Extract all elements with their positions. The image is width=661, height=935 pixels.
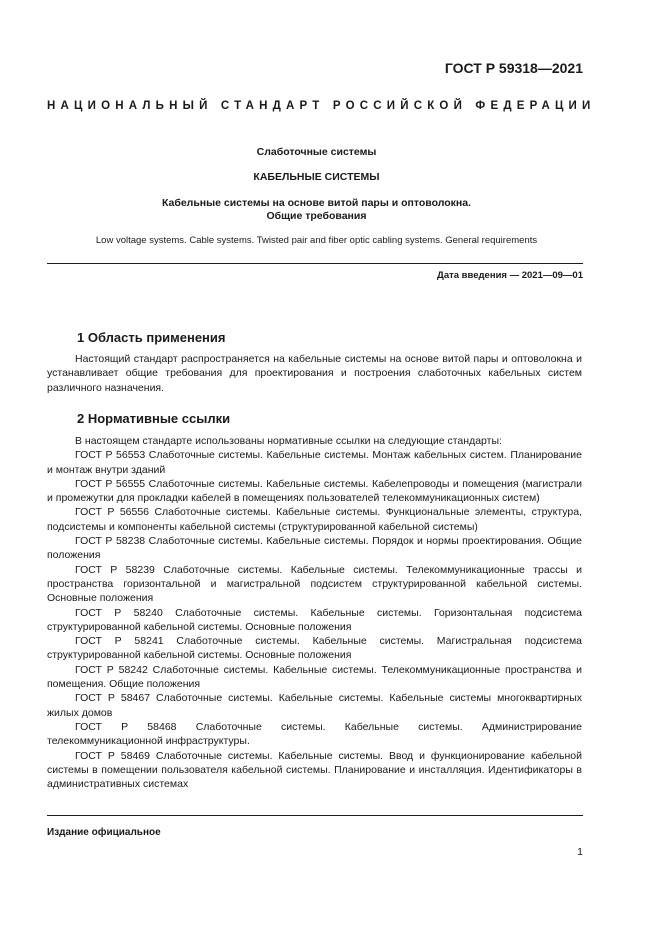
reference-item: ГОСТ Р 58242 Слаботочные системы. Кабельные системы. Телекоммуникационные пространства и помещения. Общие положения	[47, 663, 582, 691]
document-title-line-1: Кабельные системы на основе витой пары и оптоволокна.	[161, 197, 472, 209]
document-title-line-2: Общие требования	[266, 210, 367, 222]
reference-item: ГОСТ Р 58467 Слаботочные системы. Кабельные системы. Кабельные системы многоквартирных жилых домов	[47, 692, 582, 719]
reference-item: ГОСТ Р 56556 Слаботочные системы. Кабельные системы. Функциональные элементы, структура, подсистемы и компоненты кабельной системы (структурированной кабельной системы)	[47, 506, 582, 533]
national-standard-banner: НАЦИОНАЛЬНЫЙ СТАНДАРТ РОССИЙСКОЙ ФЕДЕРАЦИИ	[47, 100, 596, 112]
reference-item: ГОСТ Р 58240 Слаботочные системы. Кабельные системы. Горизонтальная подсистема структурированной кабельной системы. Основные положения	[47, 606, 582, 633]
english-title: Low voltage systems. Cable systems. Twisted pair and fiber optic cabling systems. General requirements	[95, 235, 538, 246]
paragraph: Настоящий стандарт распространяется на кабельные системы на основе витой пары и оптоволокна и устанавливает общие требования для проектирования и построения слаботочных кабельных систем различного назначения.	[47, 353, 582, 394]
section-body-normative-references	[47, 434, 582, 791]
section-heading-scope: 1 Область применения	[77, 330, 226, 345]
document-subtitle: Слаботочные системы	[256, 146, 377, 158]
reference-item: ГОСТ Р 58469 Слаботочные системы. Кабельные системы. Ввод и функционирование кабельной системы в помещении пользователя кабельной системы. Планирование и инсталляция. Идентификаторы в административных системах	[47, 749, 582, 791]
section-body-scope	[47, 352, 582, 395]
reference-item: ГОСТ Р 58468 Слаботочные системы. Кабельные системы. Администрирование телекоммуникационной инфраструктуры.	[47, 720, 582, 748]
footer-divider	[47, 815, 583, 816]
header-divider	[47, 263, 583, 264]
document-title-block	[47, 197, 586, 223]
reference-item: ГОСТ Р 56555 Слаботочные системы. Кабельные системы. Кабелепроводы и помещения (магистрали и промежутки для прокладки кабелей в помещениях пользователей телекоммуникационных систем)	[47, 477, 582, 505]
paragraph: В настоящем стандарте использованы нормативные ссылки на следующие стандарты:	[75, 435, 502, 447]
section-heading-normative-references: 2 Нормативные ссылки	[77, 411, 231, 426]
reference-item: ГОСТ Р 58241 Слаботочные системы. Кабельные системы. Магистральная подсистема структурированной кабельной системы. Основные положения	[47, 635, 582, 662]
reference-item: ГОСТ Р 58238 Слаботочные системы. Кабельные системы. Порядок и нормы проектирования. Общие положения	[47, 535, 582, 562]
effective-date: Дата введения — 2021—09—01	[437, 270, 583, 281]
reference-item: ГОСТ Р 58239 Слаботочные системы. Кабельные системы. Телекоммуникационные трассы и пространства горизонтальной и магистральной подсистем структурированной кабельной системы. Основные положения	[47, 563, 582, 605]
document-main-title: КАБЕЛЬНЫЕ СИСТЕМЫ	[253, 171, 380, 183]
reference-item: ГОСТ Р 56553 Слаботочные системы. Кабельные системы. Монтаж кабельных систем. Планирование и монтаж внутри зданий	[47, 449, 582, 476]
page-number: 1	[577, 846, 583, 858]
official-edition-label: Издание официальное	[47, 827, 161, 838]
document-number: ГОСТ Р 59318—2021	[444, 60, 583, 76]
